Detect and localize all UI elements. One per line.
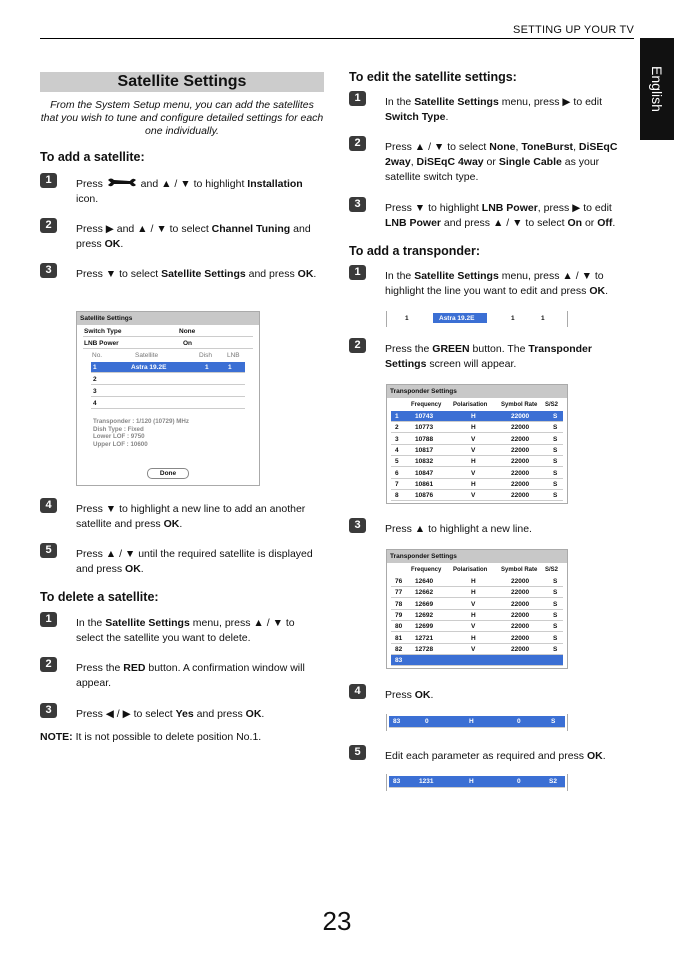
header-rule	[40, 38, 634, 39]
satellite-settings-screen	[76, 311, 260, 486]
edit-satellite-heading: To edit the satellite settings:	[349, 70, 517, 84]
transponder-cell: V	[471, 446, 476, 454]
transponder-cell: S	[553, 458, 558, 466]
transponder-cell: 10832	[415, 458, 434, 466]
transponder-settings-screen-new-line	[386, 549, 568, 669]
language-tab: English	[640, 38, 674, 140]
edit-line-screen	[386, 311, 568, 327]
setup-wrench-icon	[106, 177, 138, 188]
transponder-cell: 22000	[511, 424, 530, 432]
transponder-settings-screen	[386, 384, 568, 504]
transponder-cell: H	[471, 589, 476, 597]
transponder-cell: V	[471, 645, 476, 653]
satellite-table-header: No. Satellite Dish LNB	[92, 352, 240, 359]
transponder-cell: 22000	[511, 600, 530, 608]
step-number: 4	[349, 684, 366, 699]
transponder-cell: S	[553, 424, 558, 432]
transponder-cell: 22000	[511, 446, 530, 454]
satellite-row[interactable]: 1 Astra 19.2E 1 1	[405, 315, 545, 322]
step-number: 5	[40, 543, 57, 558]
step-number: 3	[349, 197, 366, 212]
transponder-cell: H	[471, 458, 476, 466]
transponder-row[interactable]	[391, 479, 563, 490]
transponder-cell: V	[471, 600, 476, 608]
transponder-row[interactable]	[391, 610, 563, 621]
add-satellite-heading: To add a satellite:	[40, 150, 145, 164]
transponder-cell: 10788	[415, 435, 434, 443]
transponder-cell: 10847	[415, 469, 434, 477]
transponder-row[interactable]	[391, 587, 563, 598]
step-number: 2	[349, 136, 366, 151]
transponder-cell: 12692	[415, 611, 434, 619]
transponder-cell: 79	[395, 611, 403, 619]
transponder-cell: 22000	[511, 578, 530, 585]
transponder-cell: 5	[395, 458, 399, 466]
transponder-table-header: Frequency Polarisation Symbol Rate S/S2	[411, 567, 559, 573]
transponder-cell: 77	[395, 589, 403, 597]
transponder-cell: 22000	[511, 469, 530, 477]
transponder-cell: S	[553, 634, 558, 642]
transponder-row[interactable]	[391, 456, 563, 467]
new-line-screen	[386, 714, 568, 731]
transponder-cell: S	[553, 611, 558, 619]
transponder-cell: S	[553, 578, 558, 585]
transponder-cell: 10773	[415, 424, 434, 432]
transponder-cell: S	[553, 645, 558, 653]
transponder-row[interactable]	[391, 411, 563, 422]
transponder-cell: H	[471, 578, 476, 585]
switch-type-row[interactable]: Switch Type None	[83, 326, 253, 337]
transponder-cell: S	[553, 446, 558, 454]
screen-title: Transponder Settings	[387, 385, 567, 398]
transponder-cell: 12662	[415, 589, 434, 597]
transponder-row[interactable]	[391, 490, 563, 501]
transponder-cell: 10876	[415, 492, 434, 500]
step-number: 2	[349, 338, 366, 353]
edited-line-screen	[386, 774, 568, 791]
transponder-cell: S	[553, 589, 558, 597]
transponder-cell: 81	[395, 634, 403, 642]
transponder-cell: 10817	[415, 446, 434, 454]
transponder-row[interactable]	[391, 621, 563, 632]
step-number: 3	[40, 263, 57, 278]
transponder-row[interactable]: 83 1231 H 0 S2	[389, 776, 565, 788]
step-number: 1	[349, 265, 366, 280]
transponder-cell: 12640	[415, 578, 434, 585]
transponder-cell: S	[553, 435, 558, 443]
transponder-cell: H	[471, 424, 476, 432]
satellite-row[interactable]: 1 Astra 19.2E 1 1	[91, 362, 245, 373]
step-number: 1	[40, 173, 57, 188]
transponder-cell: 76	[395, 578, 403, 585]
satellite-info: Transponder : 1/120 (10729) MHz Dish Type : Fixed Lower LOF : 9750 Upper LOF : 10600	[93, 418, 189, 448]
intro-text: From the System Setup menu, you can add the satellites that you wish to tune and configure detailed settings for each one individually.	[40, 99, 324, 137]
transponder-row[interactable]	[391, 468, 563, 479]
transponder-cell: 22000	[511, 492, 530, 500]
transponder-cell: 78	[395, 600, 403, 608]
transponder-cell: S	[553, 469, 558, 477]
transponder-row[interactable]	[391, 576, 563, 587]
screen-title: Satellite Settings	[77, 312, 259, 325]
add-transponder-heading: To add a transponder:	[349, 244, 481, 258]
page-title: Satellite Settings	[40, 72, 324, 92]
transponder-cell: 4	[395, 446, 399, 454]
transponder-cell: 82	[395, 645, 403, 653]
transponder-cell: 12721	[415, 634, 434, 642]
transponder-cell: 22000	[511, 623, 530, 631]
transponder-cell: 22000	[511, 645, 530, 653]
transponder-cell: 22000	[511, 480, 530, 488]
transponder-cell: 10743	[415, 413, 434, 420]
transponder-cell: 22000	[511, 611, 530, 619]
transponder-cell: 80	[395, 623, 403, 631]
screen-title: Transponder Settings	[387, 550, 567, 563]
transponder-row[interactable]	[391, 655, 563, 666]
transponder-cell: 1	[395, 413, 399, 420]
transponder-cell: V	[471, 435, 476, 443]
step-number: 2	[40, 657, 57, 672]
step-number: 1	[40, 612, 57, 627]
transponder-cell: S	[553, 492, 558, 500]
transponder-cell: 8	[395, 492, 399, 500]
step-number: 3	[40, 703, 57, 718]
transponder-cell: 22000	[511, 435, 530, 443]
transponder-cell: V	[471, 492, 476, 500]
transponder-row[interactable]	[391, 633, 563, 644]
transponder-cell: 7	[395, 480, 399, 488]
transponder-cell: 22000	[511, 413, 530, 420]
delete-satellite-heading: To delete a satellite:	[40, 590, 159, 604]
satellite-row[interactable]: 4	[91, 398, 245, 409]
transponder-cell: 12728	[415, 645, 434, 653]
transponder-cell: 22000	[511, 634, 530, 642]
transponder-cell: 10861	[415, 480, 434, 488]
transponder-cell: H	[471, 611, 476, 619]
transponder-cell: S	[553, 600, 558, 608]
transponder-row[interactable]: 83 0 H 0 S	[389, 716, 565, 728]
step-number: 2	[40, 218, 57, 233]
transponder-row[interactable]	[391, 422, 563, 433]
transponder-cell: S	[553, 480, 558, 488]
transponder-cell: H	[471, 634, 476, 642]
delete-note: NOTE: It is not possible to delete position No.1.	[40, 731, 262, 743]
transponder-row[interactable]	[391, 445, 563, 456]
transponder-row[interactable]	[391, 644, 563, 655]
transponder-cell: 22000	[511, 589, 530, 597]
section-header: SETTING UP YOUR TV	[513, 24, 634, 36]
step-number: 4	[40, 498, 57, 513]
step-number: 3	[349, 518, 366, 533]
transponder-cell: 12669	[415, 600, 434, 608]
transponder-row[interactable]	[391, 434, 563, 445]
transponder-cell: 22000	[511, 458, 530, 466]
transponder-cell: V	[471, 623, 476, 631]
satellite-row[interactable]: 3	[91, 386, 245, 397]
transponder-cell: S	[553, 623, 558, 631]
transponder-cell: H	[471, 413, 476, 420]
transponder-cell: V	[471, 469, 476, 477]
transponder-table-header: Frequency Polarisation Symbol Rate S/S2	[411, 402, 559, 408]
transponder-row[interactable]	[391, 599, 563, 610]
transponder-cell: 2	[395, 424, 399, 432]
transponder-cell: 12699	[415, 623, 434, 631]
transponder-cell: 3	[395, 435, 399, 443]
transponder-cell: H	[471, 480, 476, 488]
step-number: 1	[349, 91, 366, 106]
transponder-cell: S	[553, 413, 558, 420]
done-button[interactable]: Done	[147, 468, 189, 479]
lnb-power-row[interactable]: LNB Power On	[83, 338, 253, 349]
page-number: 23	[322, 906, 352, 936]
transponder-cell: 6	[395, 469, 399, 477]
transponder-cell: 83	[395, 657, 403, 665]
step-number: 5	[349, 745, 366, 760]
satellite-row[interactable]: 2	[91, 374, 245, 385]
